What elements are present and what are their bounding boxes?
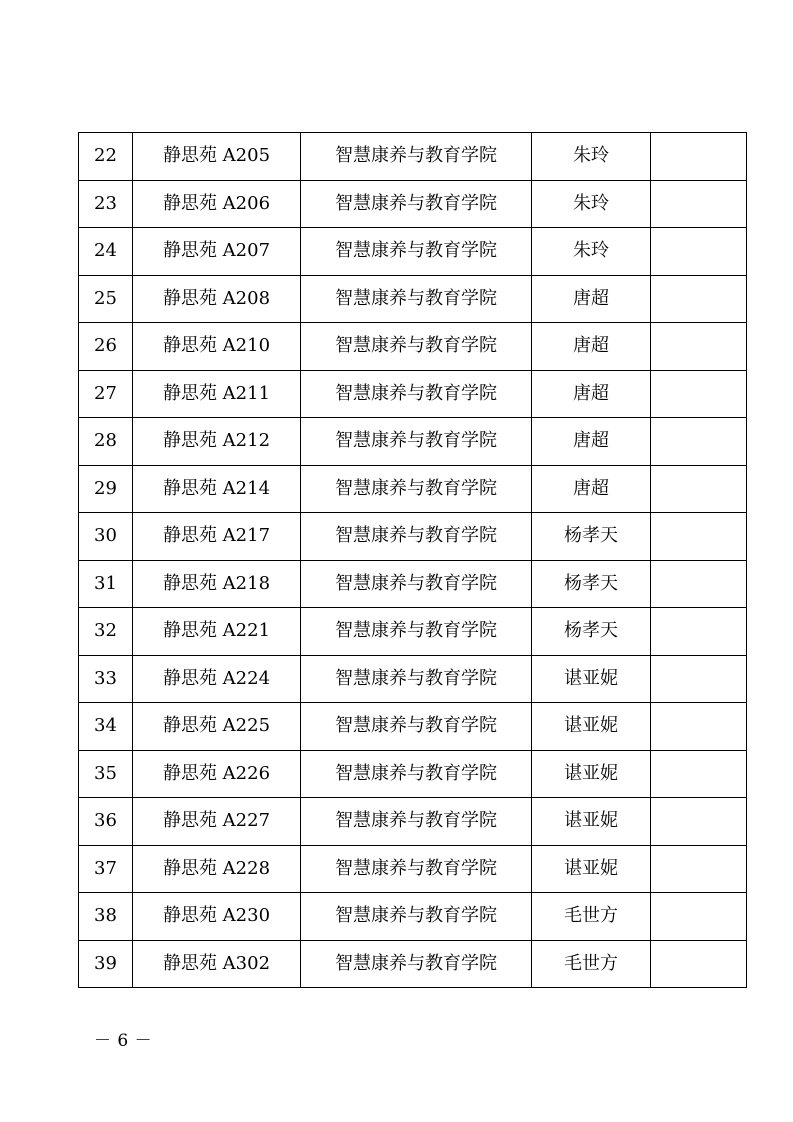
remark-cell xyxy=(651,655,747,703)
room-cell: 静思苑 A217 xyxy=(133,513,301,561)
table-row xyxy=(79,370,747,418)
room-cell: 静思苑 A211 xyxy=(133,370,301,418)
remark-cell xyxy=(651,798,747,846)
person-cell: 杨孝天 xyxy=(532,608,651,656)
room-cell: 静思苑 A207 xyxy=(133,228,301,276)
college-cell: 智慧康养与教育学院 xyxy=(301,133,532,181)
table-row xyxy=(79,798,747,846)
table-row xyxy=(79,655,747,703)
row-number-cell: 36 xyxy=(79,798,133,846)
person-cell: 谌亚妮 xyxy=(532,798,651,846)
remark-cell xyxy=(651,465,747,513)
person-cell: 谌亚妮 xyxy=(532,750,651,798)
college-cell: 智慧康养与教育学院 xyxy=(301,465,532,513)
college-cell: 智慧康养与教育学院 xyxy=(301,560,532,608)
college-cell: 智慧康养与教育学院 xyxy=(301,750,532,798)
row-number-cell: 38 xyxy=(79,893,133,941)
table-row xyxy=(79,750,747,798)
college-cell: 智慧康养与教育学院 xyxy=(301,655,532,703)
room-cell: 静思苑 A224 xyxy=(133,655,301,703)
remark-cell xyxy=(651,275,747,323)
remark-cell xyxy=(651,560,747,608)
dormitory-table xyxy=(78,132,747,988)
row-number-cell: 37 xyxy=(79,845,133,893)
remark-cell xyxy=(651,418,747,466)
room-cell: 静思苑 A227 xyxy=(133,798,301,846)
person-cell: 唐超 xyxy=(532,465,651,513)
row-number-cell: 26 xyxy=(79,323,133,371)
person-cell: 杨孝天 xyxy=(532,513,651,561)
person-cell: 毛世方 xyxy=(532,940,651,988)
remark-cell xyxy=(651,893,747,941)
table-row xyxy=(79,560,747,608)
remark-cell xyxy=(651,180,747,228)
table-body xyxy=(79,133,747,988)
row-number-cell: 30 xyxy=(79,513,133,561)
table-row xyxy=(79,465,747,513)
person-cell: 朱玲 xyxy=(532,228,651,276)
college-cell: 智慧康养与教育学院 xyxy=(301,845,532,893)
room-cell: 静思苑 A210 xyxy=(133,323,301,371)
row-number-cell: 28 xyxy=(79,418,133,466)
college-cell: 智慧康养与教育学院 xyxy=(301,893,532,941)
room-cell: 静思苑 A228 xyxy=(133,845,301,893)
table-row xyxy=(79,703,747,751)
person-cell: 毛世方 xyxy=(532,893,651,941)
college-cell: 智慧康养与教育学院 xyxy=(301,703,532,751)
person-cell: 唐超 xyxy=(532,275,651,323)
person-cell: 谌亚妮 xyxy=(532,655,651,703)
row-number-cell: 32 xyxy=(79,608,133,656)
college-cell: 智慧康养与教育学院 xyxy=(301,940,532,988)
room-cell: 静思苑 A302 xyxy=(133,940,301,988)
table-row xyxy=(79,893,747,941)
person-cell: 谌亚妮 xyxy=(532,703,651,751)
college-cell: 智慧康养与教育学院 xyxy=(301,275,532,323)
person-cell: 杨孝天 xyxy=(532,560,651,608)
table-row xyxy=(79,608,747,656)
table-row xyxy=(79,133,747,181)
remark-cell xyxy=(651,608,747,656)
college-cell: 智慧康养与教育学院 xyxy=(301,323,532,371)
college-cell: 智慧康养与教育学院 xyxy=(301,608,532,656)
college-cell: 智慧康养与教育学院 xyxy=(301,228,532,276)
room-cell: 静思苑 A218 xyxy=(133,560,301,608)
room-cell: 静思苑 A208 xyxy=(133,275,301,323)
table-row xyxy=(79,845,747,893)
row-number-cell: 29 xyxy=(79,465,133,513)
room-cell: 静思苑 A225 xyxy=(133,703,301,751)
room-cell: 静思苑 A206 xyxy=(133,180,301,228)
row-number-cell: 24 xyxy=(79,228,133,276)
remark-cell xyxy=(651,370,747,418)
person-cell: 谌亚妮 xyxy=(532,845,651,893)
college-cell: 智慧康养与教育学院 xyxy=(301,418,532,466)
remark-cell xyxy=(651,703,747,751)
table-row xyxy=(79,418,747,466)
remark-cell xyxy=(651,845,747,893)
room-cell: 静思苑 A205 xyxy=(133,133,301,181)
page-number: － 6 － xyxy=(94,1031,153,1051)
person-cell: 唐超 xyxy=(532,323,651,371)
college-cell: 智慧康养与教育学院 xyxy=(301,180,532,228)
person-cell: 朱玲 xyxy=(532,180,651,228)
row-number-cell: 39 xyxy=(79,940,133,988)
room-cell: 静思苑 A226 xyxy=(133,750,301,798)
row-number-cell: 33 xyxy=(79,655,133,703)
table-row xyxy=(79,180,747,228)
college-cell: 智慧康养与教育学院 xyxy=(301,798,532,846)
table-row xyxy=(79,228,747,276)
room-cell: 静思苑 A221 xyxy=(133,608,301,656)
college-cell: 智慧康养与教育学院 xyxy=(301,370,532,418)
remark-cell xyxy=(651,228,747,276)
remark-cell xyxy=(651,133,747,181)
person-cell: 唐超 xyxy=(532,370,651,418)
room-cell: 静思苑 A212 xyxy=(133,418,301,466)
person-cell: 朱玲 xyxy=(532,133,651,181)
row-number-cell: 22 xyxy=(79,133,133,181)
remark-cell xyxy=(651,323,747,371)
row-number-cell: 34 xyxy=(79,703,133,751)
remark-cell xyxy=(651,750,747,798)
row-number-cell: 35 xyxy=(79,750,133,798)
table-row xyxy=(79,513,747,561)
remark-cell xyxy=(651,940,747,988)
table-row xyxy=(79,323,747,371)
room-cell: 静思苑 A230 xyxy=(133,893,301,941)
table-row xyxy=(79,940,747,988)
remark-cell xyxy=(651,513,747,561)
person-cell: 唐超 xyxy=(532,418,651,466)
row-number-cell: 25 xyxy=(79,275,133,323)
room-cell: 静思苑 A214 xyxy=(133,465,301,513)
row-number-cell: 31 xyxy=(79,560,133,608)
table-row xyxy=(79,275,747,323)
row-number-cell: 23 xyxy=(79,180,133,228)
row-number-cell: 27 xyxy=(79,370,133,418)
college-cell: 智慧康养与教育学院 xyxy=(301,513,532,561)
